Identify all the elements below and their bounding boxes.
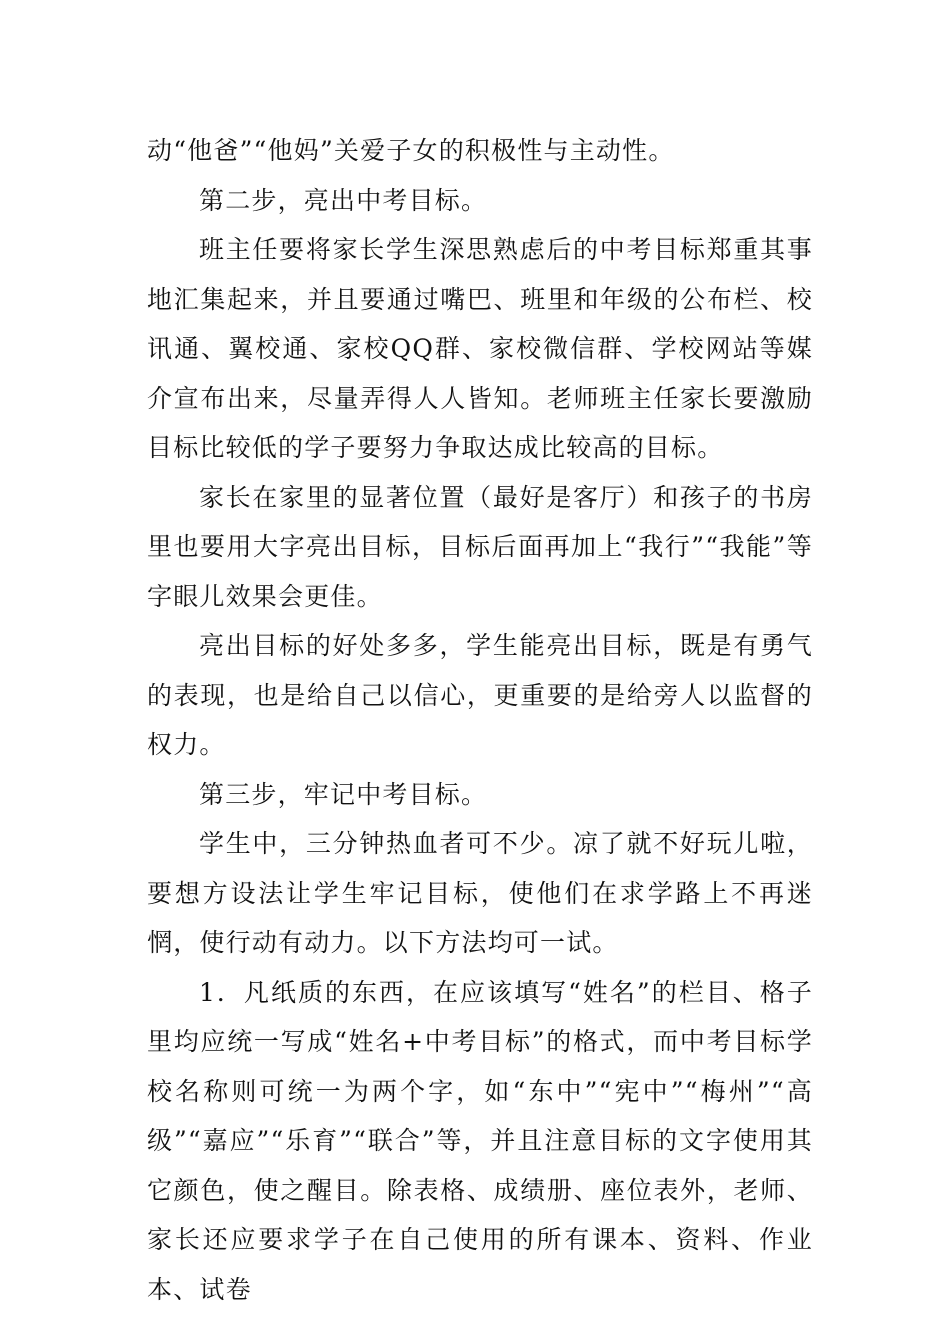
paragraph-step-two-heading: 第二步，亮出中考目标。: [199, 185, 488, 215]
document-body: [147, 126, 813, 1314]
paragraph-head-teacher: 班主任要将家长学生深思熟虑后的中考目标郑重其事地汇集起来，并且要通过嘴巴、班里和年级的公布栏、校讯通、翼校通、家校QQ群、家校微信群、学校网站等媒介宣布出来，尽量弄得人人皆知。老师班主任家长要激励目标比较低的学子要努力争取达成比较高的目标。: [147, 235, 813, 462]
paragraph-continuation: 动“他爸”“他妈”关爱子女的积极性与主动性。: [147, 136, 675, 165]
paragraph-method-one: 1．凡纸质的东西，在应该填写“姓名”的栏目、格子里均应统一写成“姓名+中考目标”的格式，而中考目标学校名称则可统一为两个字，如“东中”“宪中”“梅州”“高级”“嘉应”“乐育”“联合”等，并且注意目标的文字使用其它颜色，使之醒目。除表格、成绩册、座位表外，老师、家长还应要求学子在自己使用的所有课本、资料、作业本、试卷: [147, 977, 813, 1304]
paragraph-students: 学生中，三分钟热血者可不少。凉了就不好玩儿啦，要想方设法让学生牢记目标，使他们在求学路上不再迷惘，使行动有动力。以下方法均可一试。: [147, 829, 813, 957]
paragraph-benefits: 亮出目标的好处多多，学生能亮出目标，既是有勇气的表现，也是给自己以信心，更重要的是给旁人以监督的权力。: [147, 631, 813, 759]
paragraph-step-three-heading: 第三步，牢记中考目标。: [199, 779, 488, 809]
paragraph-parents-display: 家长在家里的显著位置（最好是客厅）和孩子的书房里也要用大字亮出目标，目标后面再加上“我行”“我能”等字眼儿效果会更佳。: [147, 482, 813, 611]
